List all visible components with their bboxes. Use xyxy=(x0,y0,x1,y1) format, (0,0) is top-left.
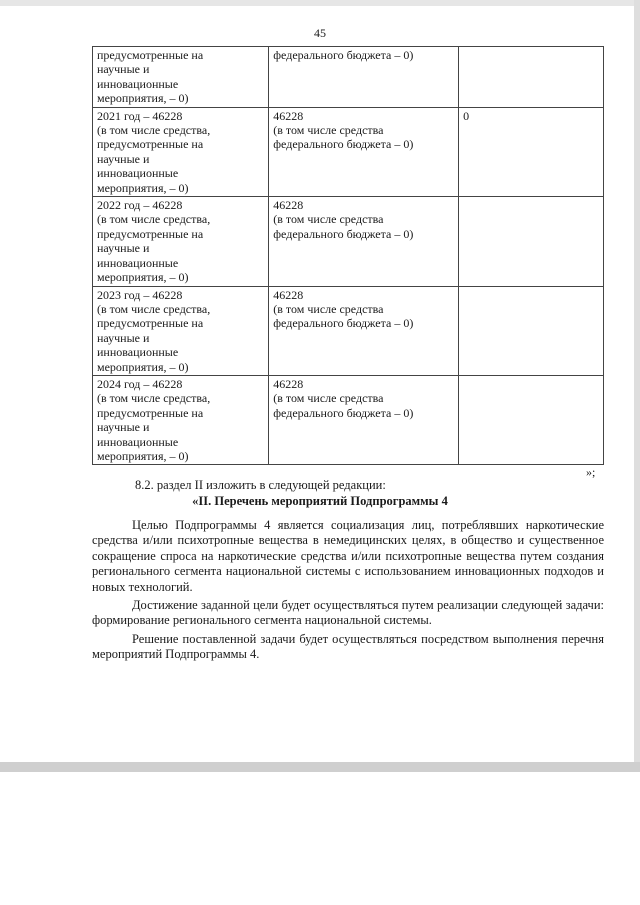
scan-edge-top xyxy=(0,0,640,6)
cell-line: 2023 год – 46228 xyxy=(97,287,183,302)
table-cell-amount xyxy=(269,197,459,286)
cell-line: мероприятия, – 0) xyxy=(97,270,189,285)
table-cell-period xyxy=(93,286,269,375)
table-row xyxy=(93,197,604,286)
table-cell-period xyxy=(93,375,269,464)
cell-line: мероприятия, – 0) xyxy=(97,448,189,463)
cell-line: (в том числе средства xyxy=(273,301,384,316)
cell-line: научные и xyxy=(97,241,150,256)
cell-line: предусмотренные на xyxy=(97,48,204,62)
table-cell-extra xyxy=(459,375,604,464)
cell-line: научные и xyxy=(97,151,150,166)
table-cell-amount xyxy=(269,286,459,375)
cell-line: (в том числе средства xyxy=(273,391,384,406)
table-cell-extra: 0 xyxy=(459,107,604,196)
closing-quote: »; xyxy=(586,465,596,479)
paragraph-goal: Целью Подпрограммы 4 является социализация лиц, потреблявших наркотические средства и/или психотропные вещества в немедицинских целях, в общество и существенное сокращение спроса на наркотические средства и/или психотропные вещества путем создания регионального сегмента национальной системы с использованием инновационных подходов и новых технологий. xyxy=(92,518,604,594)
table-cell-amount xyxy=(269,375,459,464)
cell-line: федерального бюджета – 0) xyxy=(273,405,414,420)
cell-line: инновационные xyxy=(97,434,179,449)
table-row xyxy=(93,375,604,464)
cell-line: (в том числе средства, xyxy=(97,301,211,316)
paragraph-solution: Решение поставленной задачи будет осуществляться посредством выполнения перечня мероприятий Подпрограммы 4. xyxy=(92,631,604,662)
table-row xyxy=(93,107,604,196)
cell-line: 2024 год – 46228 xyxy=(97,376,183,391)
cell-line: предусмотренные на xyxy=(97,316,204,331)
table-cell-period xyxy=(93,197,269,286)
cell-line: 2022 год – 46228 xyxy=(97,198,183,213)
table-row xyxy=(93,286,604,375)
cell-line: (в том числе средства, xyxy=(97,391,211,406)
section-item: 8.2. раздел II изложить в следующей редакции: xyxy=(135,478,386,492)
cell-line: мероприятия, – 0) xyxy=(97,180,189,195)
cell-line: (в том числе средства, xyxy=(97,212,211,227)
cell-line: федерального бюджета – 0) xyxy=(273,137,414,152)
cell-line: (в том числе средства, xyxy=(97,123,211,138)
funding-table xyxy=(92,46,604,465)
cell-line: научные и xyxy=(97,330,150,345)
page-number: 45 xyxy=(314,26,326,40)
table-cell-extra xyxy=(459,47,604,108)
cell-line: 46228 xyxy=(273,287,304,302)
cell-line: инновационные xyxy=(97,345,179,360)
cell-line: предусмотренные на xyxy=(97,405,204,420)
cell-line: инновационные xyxy=(97,166,179,181)
cell-line: предусмотренные на xyxy=(97,226,204,241)
cell-line: федерального бюджета – 0) xyxy=(273,226,414,241)
cell-line: 46228 xyxy=(273,108,304,123)
cell-line: 46228 xyxy=(273,376,304,391)
table-cell-period xyxy=(93,47,269,108)
cell-line: 46228 xyxy=(273,198,304,213)
cell-line: 2021 год – 46228 xyxy=(97,108,183,123)
table-cell-amount xyxy=(269,47,459,108)
scan-edge-bottom xyxy=(0,762,640,772)
table-cell-extra xyxy=(459,197,604,286)
paragraph-task: Достижение заданной цели будет осуществляться путем реализации следующей задачи: формирование регионального сегмента национальной системы. xyxy=(92,598,604,628)
section-title: «II. Перечень мероприятий Подпрограммы 4 xyxy=(192,494,448,508)
cell-line: (в том числе средства xyxy=(273,123,384,138)
table-cell-amount xyxy=(269,107,459,196)
table-cell-period xyxy=(93,107,269,196)
table-row xyxy=(93,47,604,108)
table-cell-extra xyxy=(459,286,604,375)
cell-line: (в том числе средства xyxy=(273,212,384,227)
scan-edge-right xyxy=(634,0,640,770)
cell-line: федерального бюджета – 0) xyxy=(273,316,414,331)
cell-line: мероприятия, – 0) xyxy=(97,359,189,374)
cell-line: инновационные xyxy=(97,76,179,91)
body-text xyxy=(92,518,604,666)
cell-line: научные и xyxy=(97,420,150,435)
cell-line: предусмотренные на xyxy=(97,137,204,152)
cell-line: федерального бюджета – 0) xyxy=(273,48,414,62)
cell-line: инновационные xyxy=(97,255,179,270)
cell-line: мероприятия, – 0) xyxy=(97,91,189,106)
cell-line: научные и xyxy=(97,62,150,77)
